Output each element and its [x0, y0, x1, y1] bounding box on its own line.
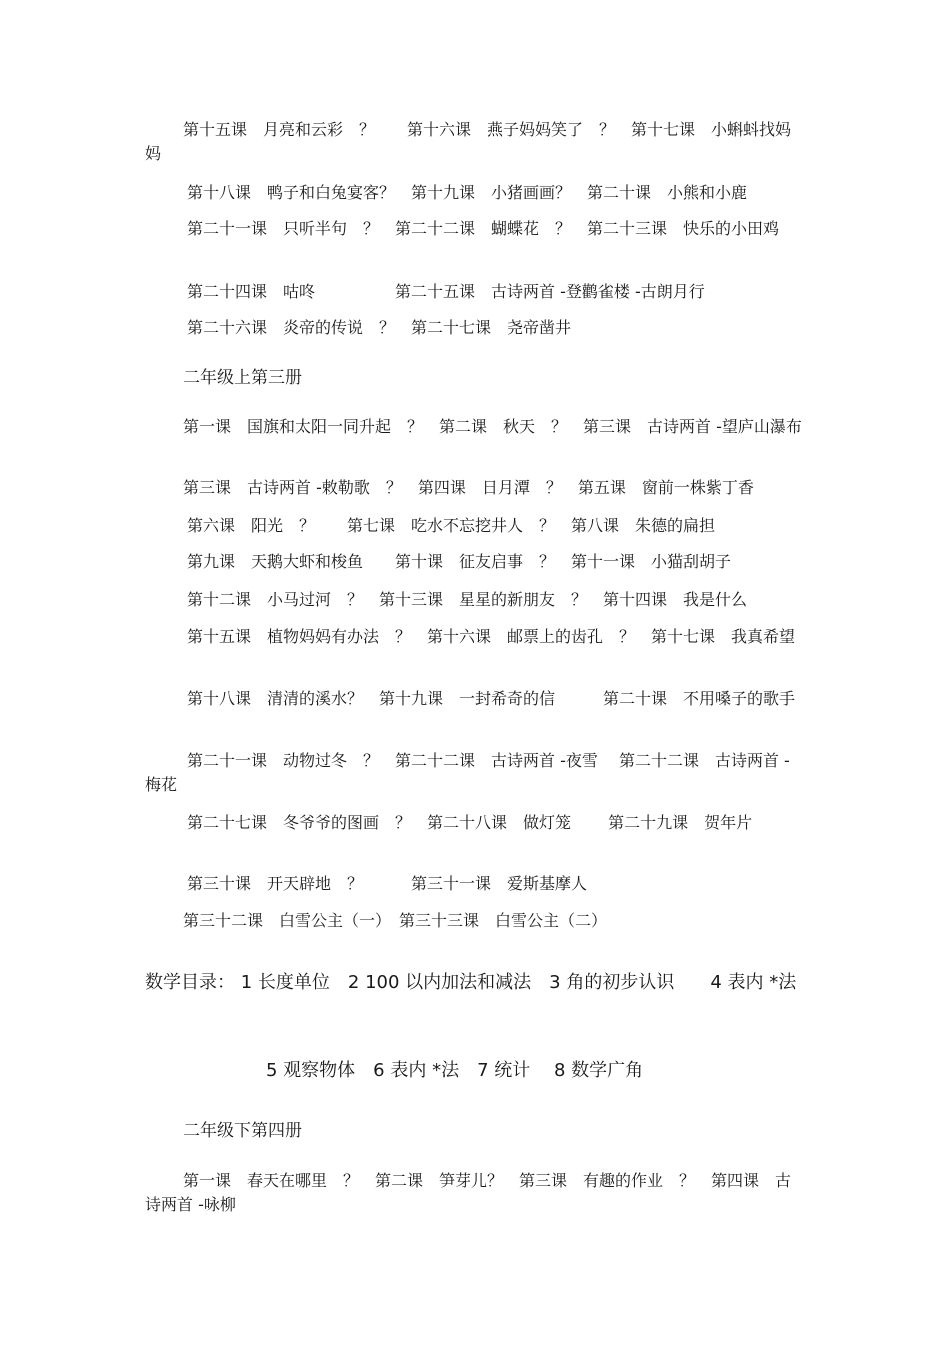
- section-heading-vol4: 二年级下第四册: [183, 1121, 302, 1141]
- lesson-line: 第六课 阳光 ？ 第七课 吃水不忘挖井人 ？ 第八课 朱德的扁担: [187, 516, 716, 535]
- lesson-line: 第三十二课 白雪公主（一） 第三十三课 白雪公主（二）: [183, 911, 608, 930]
- lesson-line: 第三十课 开天辟地 ？ 第三十一课 爱斯基摩人: [187, 874, 588, 893]
- math-toc-line: 5 观察物体 6 表内 *法 7 统计 8 数学广角: [266, 1060, 644, 1081]
- lesson-line: 第三课 古诗两首 -敕勒歌 ？ 第四课 日月潭 ？ 第五课 窗前一株紫丁香: [183, 478, 754, 497]
- lesson-line: 第二十七课 冬爷爷的图画 ？ 第二十八课 做灯笼 第二十九课 贺年片: [187, 813, 753, 832]
- lesson-line: 第十五课 植物妈妈有办法 ？ 第十六课 邮票上的齿孔 ？ 第十七课 我真希望: [187, 627, 796, 646]
- lesson-line: 第一课 春天在哪里 ？ 第二课 笋芽儿？ 第三课 有趣的作业 ？ 第四课 古诗两首 -咏柳: [145, 1171, 792, 1214]
- lesson-line: 第十五课 月亮和云彩 ？ 第十六课 燕子妈妈笑了 ？ 第十七课 小蝌蚪找妈妈: [145, 120, 792, 163]
- lesson-line: 第二十一课 只听半句 ？ 第二十二课 蝴蝶花 ？ 第二十三课 快乐的小田鸡: [187, 219, 780, 238]
- lesson-line: 第二十四课 咕咚 第二十五课 古诗两首 -登鹳雀楼 -古朗月行: [187, 282, 705, 301]
- lesson-line: 第九课 天鹅大虾和梭鱼 第十课 征友启事 ？ 第十一课 小猫刮胡子: [187, 552, 732, 571]
- lesson-line: 第十八课 鸭子和白兔宴客？ 第十九课 小猪画画？ 第二十课 小熊和小鹿: [187, 183, 748, 202]
- lesson-line: 第一课 国旗和太阳一同升起 ？ 第二课 秋天 ？ 第三课 古诗两首 -望庐山瀑布: [183, 417, 802, 436]
- section-heading-vol3: 二年级上第三册: [183, 368, 302, 388]
- lesson-line: 第十八课 清清的溪水？ 第十九课 一封希奇的信 第二十课 不用嗓子的歌手: [187, 689, 796, 708]
- lesson-line: 第十二课 小马过河 ？ 第十三课 星星的新朋友 ？ 第十四课 我是什么: [187, 590, 748, 609]
- lesson-line: 第二十六课 炎帝的传说 ？ 第二十七课 尧帝凿井: [187, 318, 572, 337]
- math-toc-line: 数学目录： 1 长度单位 2 100 以内加法和减法 3 角的初步认识 4 表内 *法: [145, 972, 797, 993]
- lesson-line: 第二十一课 动物过冬 ？ 第二十二课 古诗两首 -夜雪 第二十二课 古诗两首 -梅花: [145, 751, 790, 794]
